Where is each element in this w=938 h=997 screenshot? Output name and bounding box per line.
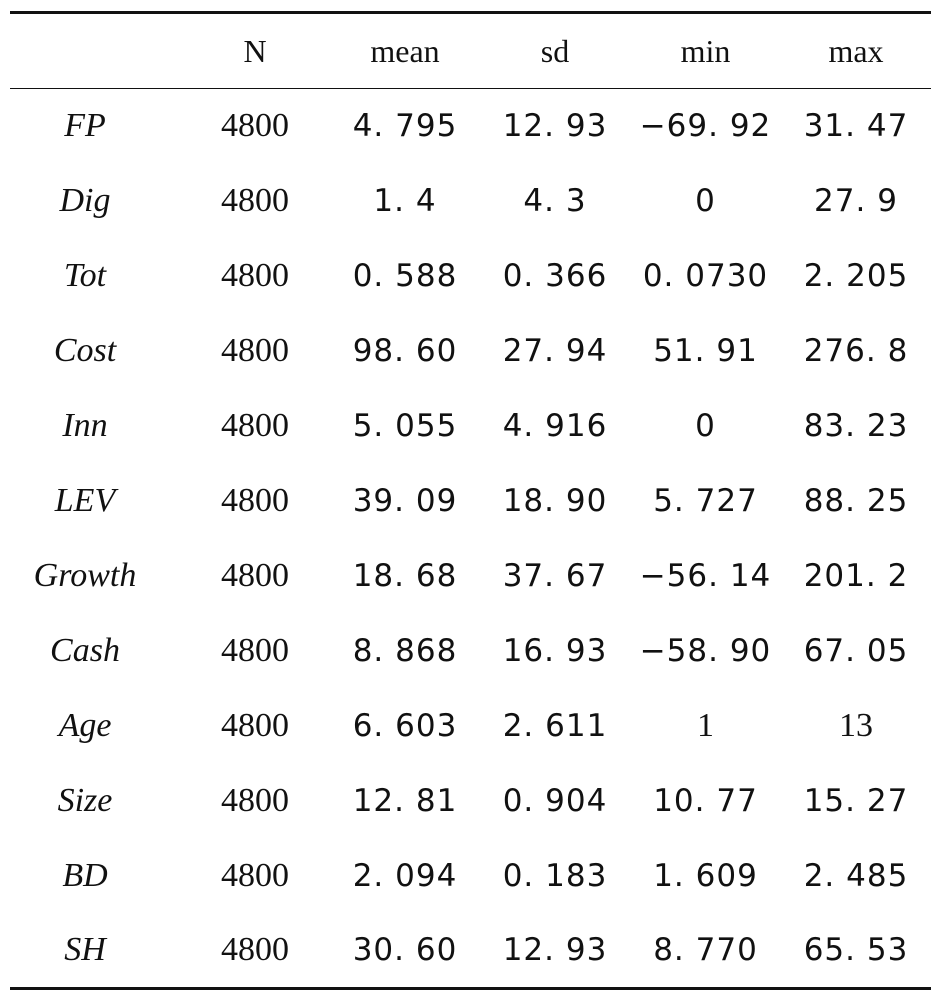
table-row — [10, 164, 931, 239]
cell-min: 10. 77 — [653, 783, 758, 819]
table-body — [10, 89, 931, 989]
cell-max: 2. 485 — [803, 858, 909, 894]
table-row — [10, 89, 931, 164]
cell-n: 4800 — [221, 782, 289, 819]
cell-min: 1 — [697, 707, 714, 744]
cell-max: 27. 9 — [814, 183, 898, 219]
cell-mean: 2. 094 — [352, 858, 458, 894]
cell-min: 8. 770 — [653, 932, 758, 969]
cell-mean: 98. 60 — [352, 333, 458, 369]
cell-min: −56. 14 — [639, 558, 772, 594]
cell-variable: LEV — [54, 482, 116, 519]
table-row — [10, 764, 931, 839]
cell-sd: 16. 93 — [502, 633, 608, 669]
cell-variable: SH — [64, 931, 106, 969]
cell-variable: BD — [62, 857, 108, 894]
descriptive-statistics-table — [10, 11, 931, 990]
cell-max: 83. 23 — [803, 408, 909, 444]
cell-mean: 1. 4 — [373, 183, 437, 219]
table-row — [10, 614, 931, 689]
header-variable — [10, 13, 180, 89]
cell-n: 4800 — [221, 182, 289, 219]
cell-variable: Age — [58, 707, 112, 744]
cell-n: 4800 — [221, 257, 289, 294]
cell-max: 88. 25 — [803, 483, 909, 519]
cell-max: 31. 47 — [803, 108, 909, 145]
cell-mean: 0. 588 — [352, 258, 458, 294]
cell-sd: 18. 90 — [502, 483, 608, 519]
cell-n: 4800 — [221, 557, 289, 594]
cell-n: 4800 — [221, 857, 289, 894]
cell-min: 0. 0730 — [642, 258, 769, 294]
cell-n: 4800 — [221, 332, 289, 369]
cell-sd: 12. 93 — [502, 932, 608, 969]
header-min: min — [680, 32, 731, 69]
cell-mean: 12. 81 — [352, 783, 458, 819]
cell-min: −58. 90 — [639, 633, 772, 669]
cell-variable: Tot — [63, 257, 107, 294]
cell-sd: 0. 366 — [502, 258, 608, 294]
cell-mean: 5. 055 — [352, 408, 458, 444]
cell-sd: 27. 94 — [502, 333, 608, 369]
cell-variable: Growth — [33, 557, 137, 594]
table-row — [10, 464, 931, 539]
cell-max: 15. 27 — [803, 783, 909, 819]
cell-n: 4800 — [221, 482, 289, 519]
cell-mean: 8. 868 — [352, 633, 458, 669]
table-row — [10, 239, 931, 314]
cell-n: 4800 — [221, 931, 289, 969]
cell-sd: 0. 183 — [502, 858, 608, 894]
cell-sd: 12. 93 — [502, 108, 608, 145]
table-row — [10, 389, 931, 464]
cell-sd: 4. 3 — [523, 183, 587, 219]
table-row — [10, 839, 931, 914]
cell-max: 13 — [839, 707, 873, 744]
cell-variable: Cash — [50, 632, 120, 669]
cell-max: 65. 53 — [803, 932, 909, 969]
cell-sd: 2. 611 — [502, 708, 608, 744]
table-row — [10, 314, 931, 389]
cell-n: 4800 — [221, 407, 289, 444]
cell-max: 201. 2 — [803, 558, 909, 594]
cell-min: 5. 727 — [653, 483, 758, 519]
cell-variable: Cost — [53, 332, 117, 369]
cell-n: 4800 — [221, 632, 289, 669]
cell-variable: FP — [64, 107, 106, 145]
cell-min: 0 — [695, 183, 716, 219]
cell-max: 67. 05 — [803, 633, 909, 669]
cell-variable: Size — [57, 782, 113, 819]
header-n: N — [243, 32, 267, 69]
header-mean: mean — [370, 32, 440, 69]
cell-min: 51. 91 — [653, 333, 758, 369]
cell-mean: 4. 795 — [352, 108, 458, 145]
cell-max: 276. 8 — [803, 333, 909, 369]
header-row — [10, 13, 931, 89]
cell-n: 4800 — [221, 107, 289, 145]
cell-sd: 0. 904 — [502, 783, 608, 819]
table-row — [10, 914, 931, 989]
header-sd: sd — [540, 32, 570, 69]
cell-min: 0 — [695, 408, 716, 444]
cell-variable: Inn — [62, 407, 108, 444]
cell-mean: 39. 09 — [352, 483, 458, 519]
header-max: max — [828, 32, 884, 69]
cell-sd: 4. 916 — [502, 408, 608, 444]
cell-mean: 30. 60 — [352, 932, 458, 969]
cell-min: 1. 609 — [653, 858, 758, 894]
cell-max: 2. 205 — [803, 258, 909, 294]
cell-n: 4800 — [221, 707, 289, 744]
cell-mean: 6. 603 — [352, 708, 458, 744]
cell-variable: Dig — [59, 182, 111, 219]
cell-mean: 18. 68 — [352, 558, 458, 594]
table-header — [10, 13, 931, 89]
table-row — [10, 539, 931, 614]
cell-min: −69. 92 — [639, 108, 772, 145]
cell-sd: 37. 67 — [502, 558, 608, 594]
table-row — [10, 689, 931, 764]
